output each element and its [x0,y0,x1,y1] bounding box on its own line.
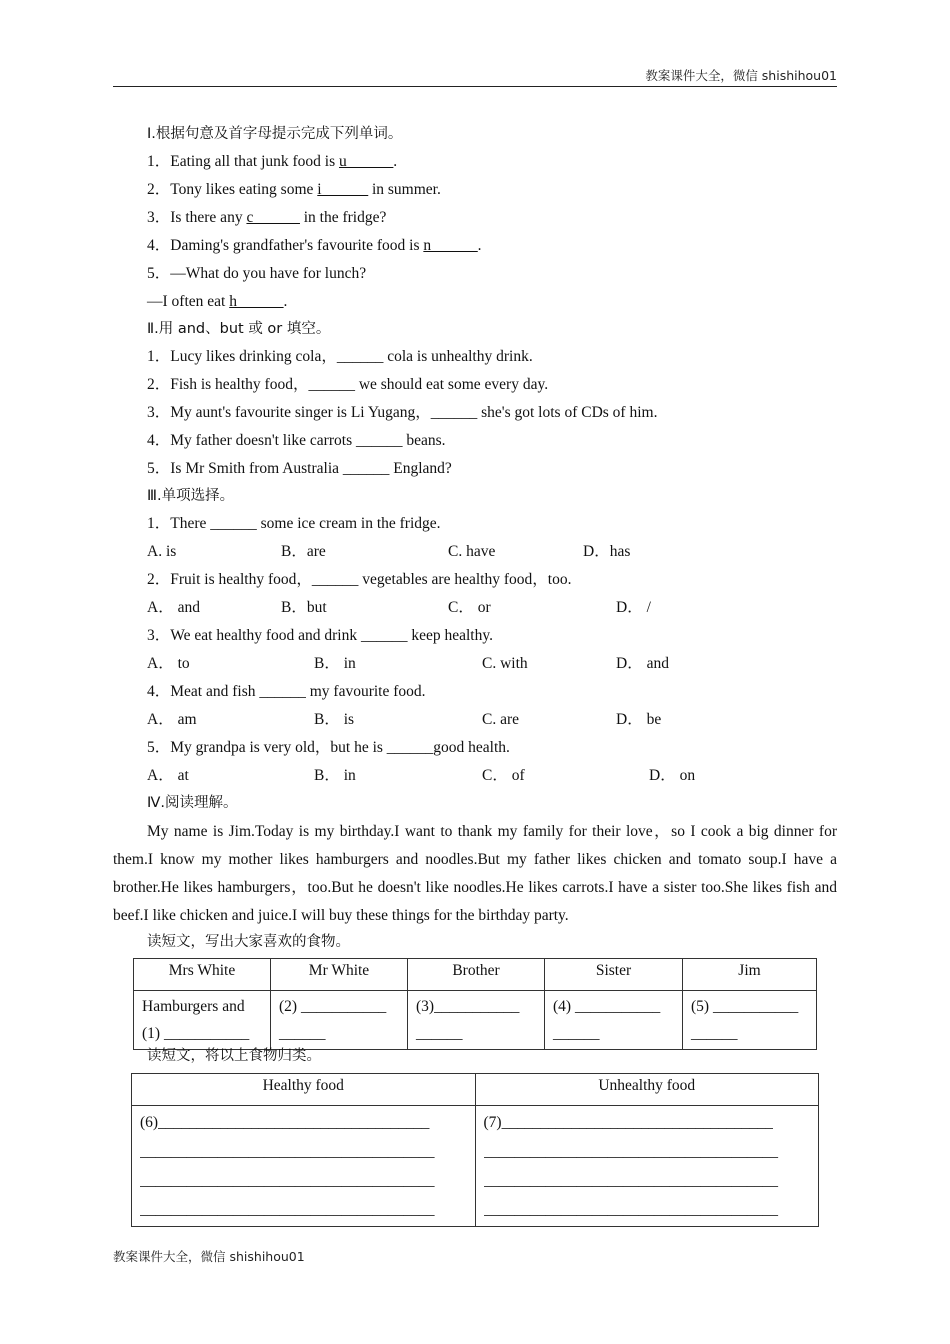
s3-q2-option-a: A． and [147,599,200,616]
s3-q1-option-a: A. is [147,543,177,560]
s3-q5-option-a: A． at [147,767,189,784]
task2-instruction: 读短文，将以上食物归类。 [147,1048,321,1064]
table-header-row [134,959,817,991]
table-header-row [132,1074,819,1106]
s1-item-3: 3．Is there any c______ in the fridge? [147,209,387,226]
page-header [113,66,837,87]
section4-title: Ⅳ.阅读理解。 [147,795,238,811]
cell-sister[interactable]: (4) ___________ ______ [545,991,683,1050]
s3-q1-option-b: B．are [281,543,326,560]
cell-healthy-food[interactable]: (6)___________________________________ ______________________________________ ______________________________________ ______________________________________ [132,1106,476,1227]
s3-q5-option-d: D． on [649,767,696,784]
page-footer: 教案课件大全，微信 shishihou01 [113,1249,305,1264]
s3-q1-option-d: D．has [583,543,631,560]
s1-item-1: 1．Eating all that junk food is u______. [147,153,398,170]
section3-title: Ⅲ.单项选择。 [147,488,235,504]
col-mrs-white: Mrs White [134,959,271,991]
col-brother: Brother [408,959,545,991]
cell-unhealthy-food[interactable]: (7)___________________________________ ______________________________________ ______________________________________ ______________________________________ [475,1106,819,1227]
s2-item-5: 5．Is Mr Smith from Australia ______ England? [147,460,452,477]
section1-title: Ⅰ.根据句意及首字母提示完成下列单词。 [147,126,403,142]
s3-q3-option-c: C. with [482,655,528,672]
cell-jim[interactable]: (5) ___________ ______ [683,991,817,1050]
col-unhealthy-food: Unhealthy food [475,1074,819,1106]
s2-item-2: 2．Fish is healthy food，______ we should eat some every day. [147,376,549,393]
table-row [134,991,817,1050]
section2-title: Ⅱ.用 and、but 或 or 填空。 [147,321,331,337]
s3-q3-option-d: D． and [616,655,669,672]
s2-item-4: 4．My father doesn't like carrots ______ beans. [147,432,446,449]
s3-q4-option-b: B． is [314,711,355,728]
s3-q4-option-a: A． am [147,711,197,728]
s1-item-4: 4．Daming's grandfather's favourite food is n______. [147,237,482,254]
s3-q2-option-c: C． or [448,599,491,616]
col-jim: Jim [683,959,817,991]
s3-q5-option-c: C． of [482,767,525,784]
s3-q5-option-b: B． in [314,767,356,784]
s3-q2-option-d: D． / [616,599,651,616]
s1-item-5-answer: —I often eat h______. [147,293,288,310]
s1-item-2: 2．Tony likes eating some i______ in summer. [147,181,441,198]
s2-item-1: 1．Lucy likes drinking cola，______ cola is unhealthy drink. [147,348,533,365]
reading-passage: My name is Jim.Today is my birthday.I want to thank my family for their love，so I cook a big dinner for them.I know my mother likes hamburgers and noodles.But my father likes chicken and tomato soup.I have a brother.He likes hamburgers，too.But he doesn't like noodles.He likes carrots.I have a sister too.She likes fish and beef.I like chicken and juice.I will buy these things for the birthday party. [113,823,837,924]
cell-brother[interactable]: (3)___________ ______ [408,991,545,1050]
s3-q2-stem: 2．Fruit is healthy food，______ vegetables are healthy food，too. [147,571,572,588]
table-row [132,1106,819,1227]
col-sister: Sister [545,959,683,991]
favourite-food-table [133,958,817,1050]
cell-mr-white[interactable]: (2) ___________ ______ [271,991,408,1050]
s3-q4-stem: 4．Meat and fish ______ my favourite food. [147,683,426,700]
header-text: 教案课件大全，微信 shishihou01 [645,68,837,83]
s2-item-3: 3．My aunt's favourite singer is Li Yugang，______ she's got lots of CDs of him. [147,404,658,421]
s3-q4-option-d: D． be [616,711,662,728]
s3-q1-stem: 1．There ______ some ice cream in the fridge. [147,515,441,532]
s3-q3-option-b: B． in [314,655,356,672]
task1-instruction: 读短文，写出大家喜欢的食物。 [147,934,350,950]
s3-q1-option-c: C. have [448,543,496,560]
s3-q4-option-c: C. are [482,711,520,728]
food-classification-table [131,1073,819,1227]
col-healthy-food: Healthy food [132,1074,476,1106]
s3-q5-stem: 5．My grandpa is very old，but he is ______good health. [147,739,510,756]
col-mr-white: Mr White [271,959,408,991]
s1-item-5: 5．—What do you have for lunch? [147,265,367,282]
cell-mrs-white[interactable]: Hamburgers and (1) ___________ [134,991,271,1050]
s3-q3-stem: 3．We eat healthy food and drink ______ keep healthy. [147,627,493,644]
s3-q3-option-a: A． to [147,655,190,672]
s3-q2-option-b: B．but [281,599,327,616]
